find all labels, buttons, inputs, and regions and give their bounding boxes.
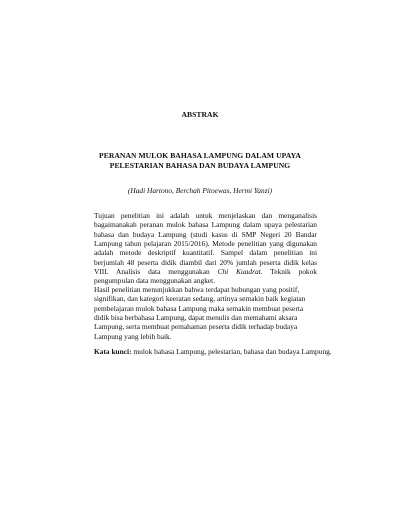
abstract-paragraph-1 bbox=[94, 211, 317, 286]
paragraph-1-text-a: Tujuan penelitian ini adalah untuk menjelaskan dan menganalisis bagaimanakah peranan mulok bahasa Lampung dalam upaya pelestarian bahasa dan budaya Lampung (studi kasus di SMP Negeri 20 Bandar Lampung tahun pelajaran 2015/2016). Metode penelitian yang digunakan adalah metode deskriptif kuantitatif. Sampel dalam penelitian ini berjumlah 48 peserta didik diambil dari 20% jumlah peserta didik kelas VIII. Analisis data menggunakan bbox=[94, 211, 317, 277]
keywords-value: mulok bahasa Lampung, pelestarian, bahasa dan budaya Lampung. bbox=[131, 347, 332, 356]
paper-title bbox=[0, 151, 400, 171]
title-line-2: PELESTARIAN BAHASA DAN BUDAYA LAMPUNG bbox=[109, 161, 291, 170]
author-list: (Hadi Hartono, Berchah Pitoewas, Hermi Yanzi) bbox=[127, 186, 273, 195]
keywords-label: Kata kunci: bbox=[94, 347, 132, 356]
keywords-line bbox=[94, 347, 334, 356]
abstract-paragraph-2: Hasil penelitian menunjukkan bahwa terdapat hubungan yang positif, signifikan, dan kategori keeratan sedang, artinya semakin baik kegiatan pembelajaran mulok bahasa Lampung maka semakin membuat peserta didik bisa berbahasa Lampung, dapat menulis dan memahami aksara Lampung, serta membuat pemahaman peserta didik terhadap budaya Lampung yang lebih baik. bbox=[94, 285, 306, 341]
paragraph-1-text-b: . Teknik pokok pengumpulan data menggunakan angket. bbox=[94, 267, 317, 286]
title-line-1: PERANAN MULOK BAHASA LAMPUNG DALAM UPAYA bbox=[99, 151, 301, 160]
section-heading: ABSTRAK bbox=[181, 110, 219, 119]
paragraph-1-italic-term: Chi Kuadrat bbox=[217, 267, 261, 277]
